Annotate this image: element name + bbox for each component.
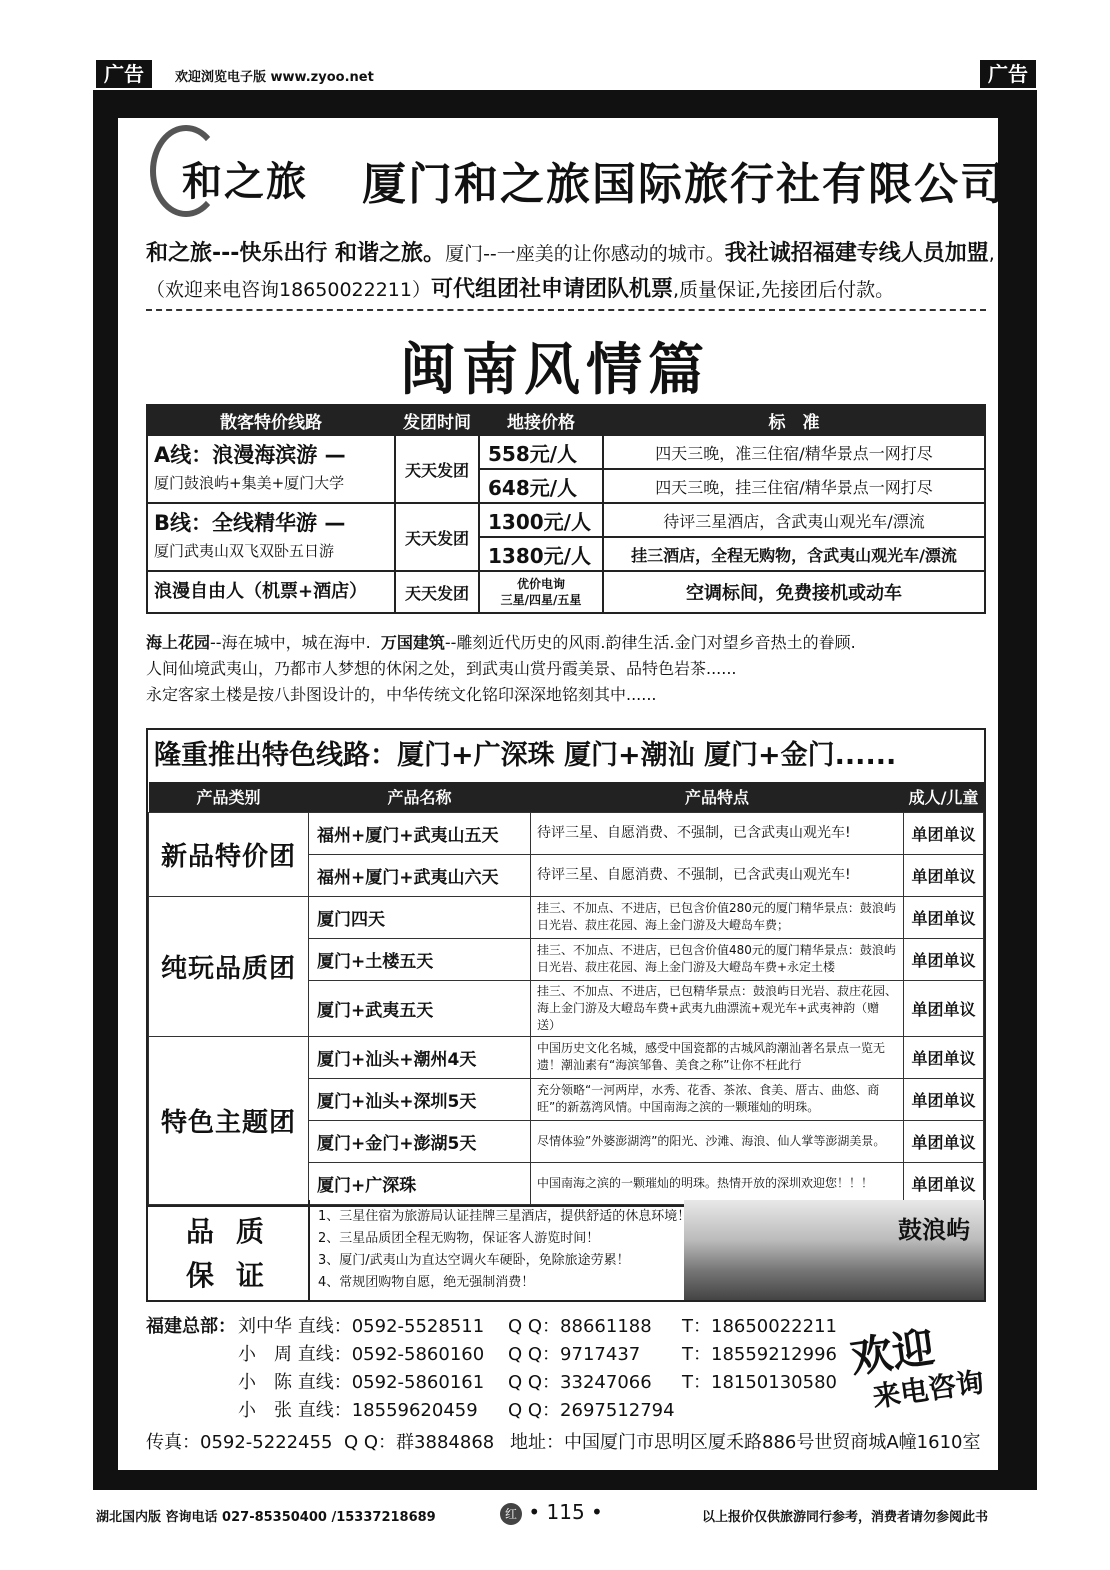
contacts-head: 福建总部： [146,1316,236,1337]
page-number [500,1500,603,1525]
quality-item: 1、三星住宿为旅游局认证挂牌三星酒店，提供舒适的休息环境！ [318,1209,691,1224]
route-c-price-2: 三星/四星/五星 [500,593,582,607]
contact-phone: T：18650022211 [682,1316,837,1337]
header-adult-child: 成人/儿童 [904,782,984,812]
footer-right: 以上报价仅供旅游同行参考，消费者请勿参阅此书 [702,1510,989,1525]
contact-phone: T：18559212996 [682,1344,837,1365]
category-new: 新品特价团 [149,812,309,896]
welcome-consult: 来电咨询 [870,1365,986,1414]
ad-tag-right: 广告 [980,60,1036,88]
intro-1-bold: 海上花园 [146,633,211,652]
address: 地址：中国厦门市思明区厦禾路886号世贸商城A幢1610室 [510,1432,981,1453]
product-feature: 待评三星、自愿消费、不强制，已含武夷山观光车! [531,812,904,854]
header-product: 产品名称 [309,782,531,812]
red-badge-icon: 红 [500,1503,522,1525]
product-name: 厦门+汕头+潮州4天 [309,1036,531,1078]
product-price: 单团单议 [904,1120,984,1162]
intro-4: 永定客家土楼是按八卦图设计的，中华传统文化铭印深深地铭刻其中...... [146,685,657,704]
route-c-price-1: 优价电询 [516,577,565,591]
product-price: 单团单议 [904,1036,984,1078]
route-a [147,435,395,503]
welcome-text: 欢迎 [847,1322,938,1383]
contact-phone: T：18150130580 [682,1372,837,1393]
intro-2: --雕刻近代历史的风雨.韵律生活.金门对望乡音热土的眷顾. [444,633,856,652]
route-b-price-2: 1380元/人 [479,537,603,571]
header-standard: 标 准 [603,405,985,435]
slogan [146,236,996,308]
route-b [147,503,395,571]
price-table [146,404,986,614]
intro-text [146,630,996,708]
contact-name: 小 张 直线：18559620459 [238,1400,478,1421]
contact-name: 小 陈 直线：0592-5860161 [238,1372,485,1393]
route-a-std-1: 四天三晚，准三住宿/精华景点一网打尽 [603,435,985,469]
quality-guarantee [146,1200,986,1302]
intro-3: 人间仙境武夷山，乃都市人梦想的休闲之处，到武夷山赏丹霞美景、品特色岩茶...... [146,659,737,678]
contact-qq: Q Q：33247066 [508,1372,652,1393]
quality-label-1: 品质 [186,1215,287,1248]
product-name: 厦门+土楼五天 [309,938,531,980]
quality-label [148,1200,310,1300]
product-feature: 挂三、不加点、不进店，已包含价值480元的厦门精华景点：鼓浪屿日光岩、菽庄花园、海上金门游及大嶝岛车费+永定土楼 [531,938,904,980]
product-name: 厦门+武夷五天 [309,980,531,1036]
slogan-3: 我社诚招福建专线人员加盟 [724,241,989,266]
product-feature: 挂三、不加点、不进店，已包含价值280元的厦门精华景点：鼓浪屿日光岩、菽庄花园、海上金门游及大嶝岛车费； [531,896,904,938]
product-price: 单团单议 [904,1078,984,1120]
route-a-sub: 厦门鼓浪屿+集美+厦门大学 [154,474,345,492]
logo-text: 和之旅 [182,158,308,205]
route-c-time: 天天发团 [395,571,479,613]
feature-title: 隆重推出特色线路：厦门+广深珠 厦门+潮汕 厦门+金门...... [154,740,897,771]
route-b-price-1: 1300元/人 [479,503,603,537]
product-name: 厦门+金门+澎湖5天 [309,1120,531,1162]
route-a-time: 天天发团 [395,435,479,503]
header-price: 地接价格 [479,405,603,435]
contact-qq: Q Q：2697512794 [508,1400,675,1421]
gulangyu-label: 鼓浪屿 [898,1215,970,1244]
quality-item: 2、三星品质团全程无购物，保证客人游览时间！ [318,1231,600,1246]
product-name: 厦门+广深珠 [309,1162,531,1204]
contact-name: 刘中华 直线：0592-5528511 [238,1316,485,1337]
product-feature: 尽情体验”外婆澎湖湾”的阳光、沙滩、海浪、仙人掌等澎湖美景。 [531,1120,904,1162]
product-price: 单团单议 [904,854,984,896]
contact-qq: Q Q：9717437 [508,1344,641,1365]
company-name: 厦门和之旅国际旅行社有限公司 [362,159,1006,210]
top-note: 欢迎浏览电子版 www.zyoo.net [175,70,374,85]
slogan-6: ,质量保证,先接团后付款。 [673,279,895,301]
product-name: 厦门四天 [309,896,531,938]
category-quality: 纯玩品质团 [149,896,309,1036]
slogan-1: 和之旅---快乐出行 和谐之旅。 [146,241,446,266]
quality-item: 3、厦门/武夷山为直达空调火车硬卧，免除旅途劳累！ [318,1253,630,1268]
route-b-sub: 厦门武夷山双飞双卧五日游 [154,542,335,560]
product-feature: 中国南海之滨的一颗璀灿的明珠。热情开放的深圳欢迎您！！！ [531,1162,904,1204]
contact-qq: Q Q：88661188 [508,1316,652,1337]
product-name: 厦门+汕头+深圳5天 [309,1078,531,1120]
dashed-divider [146,309,986,311]
slogan-2: 厦门--一座美的让你感动的城市。 [445,243,725,265]
route-c-price [479,571,603,613]
header-feature: 产品特点 [531,782,904,812]
product-feature: 充分领略“一河两岸，水秀、花香、茶浓、食美、厝古、曲悠、商旺”的新荔湾风情。中国南海之滨的一颗璀灿的明珠。 [531,1078,904,1120]
header-route: 散客特价线路 [147,405,395,435]
product-price: 单团单议 [904,812,984,854]
quality-list [318,1206,690,1294]
product-feature: 挂三、不加点、不进店，已包精华景点：鼓浪屿日光岩、菽庄花园、海上金门游及大嶝岛车费+武夷九曲漂流+观光车+武夷神韵（赠送） [531,980,904,1036]
route-b-time: 天天发团 [395,503,479,571]
category-theme: 特色主题团 [149,1036,309,1204]
product-price: 单团单议 [904,896,984,938]
quality-item: 4、常规团购物自愿，绝无强制消费！ [318,1275,535,1290]
feature-table [146,728,986,1207]
header-category: 产品类别 [149,782,309,812]
product-name: 福州+厦门+武夷山六天 [309,854,531,896]
qq-group: Q Q：群3884868 [344,1432,495,1453]
quality-label-2: 保证 [186,1259,287,1292]
gulangyu-photo [684,1200,984,1300]
product-price: 单团单议 [904,980,984,1036]
slogan-5: 可代组团社申请团队机票 [430,277,673,302]
route-a-title: A线：浪漫海滨游 — [154,443,346,467]
route-c-title: 浪漫自由人（机票+酒店） [147,571,395,613]
ad-tag-left: 广告 [96,60,152,88]
product-feature: 中国历史文化名城，感受中国瓷都的古城风韵潮汕著名景点一览无遗！潮汕素有“海滨邹鲁、美食之称”让你不枉此行 [531,1036,904,1078]
route-b-title: B线：全线精华游 — [154,511,346,535]
product-price: 单团单议 [904,938,984,980]
route-a-std-2: 四天三晚，挂三住宿/精华景点一网打尽 [603,469,985,503]
intro-2-bold: 万国建筑 [380,633,445,652]
page-number-text: • 115 • [528,1500,603,1524]
route-b-std-2: 挂三酒店，全程无购物，含武夷山观光车/漂流 [603,537,985,571]
slogan-4: ,（欢迎来电咨询18650022211） [146,243,995,301]
product-price: 单团单议 [904,1162,984,1204]
header-time: 发团时间 [395,405,479,435]
product-name: 福州+厦门+武夷山五天 [309,812,531,854]
route-c-std: 空调标间，免费接机或动车 [603,571,985,613]
fax: 传真：0592-5222455 [146,1432,333,1453]
intro-1: --海在城中，城在海中. [210,633,371,652]
product-feature: 待评三星、自愿消费、不强制，已含武夷山观光车! [531,854,904,896]
route-b-std-1: 待评三星酒店，含武夷山观光车/漂流 [603,503,985,537]
contact-name: 小 周 直线：0592-5860160 [238,1344,485,1365]
route-a-price-2: 648元/人 [479,469,603,503]
footer-left: 湖北国内版 咨询电话 027-85350400 /15337218689 [96,1510,436,1525]
route-a-price-1: 558元/人 [479,435,603,469]
main-title: 闽南风情篇 [400,338,710,403]
